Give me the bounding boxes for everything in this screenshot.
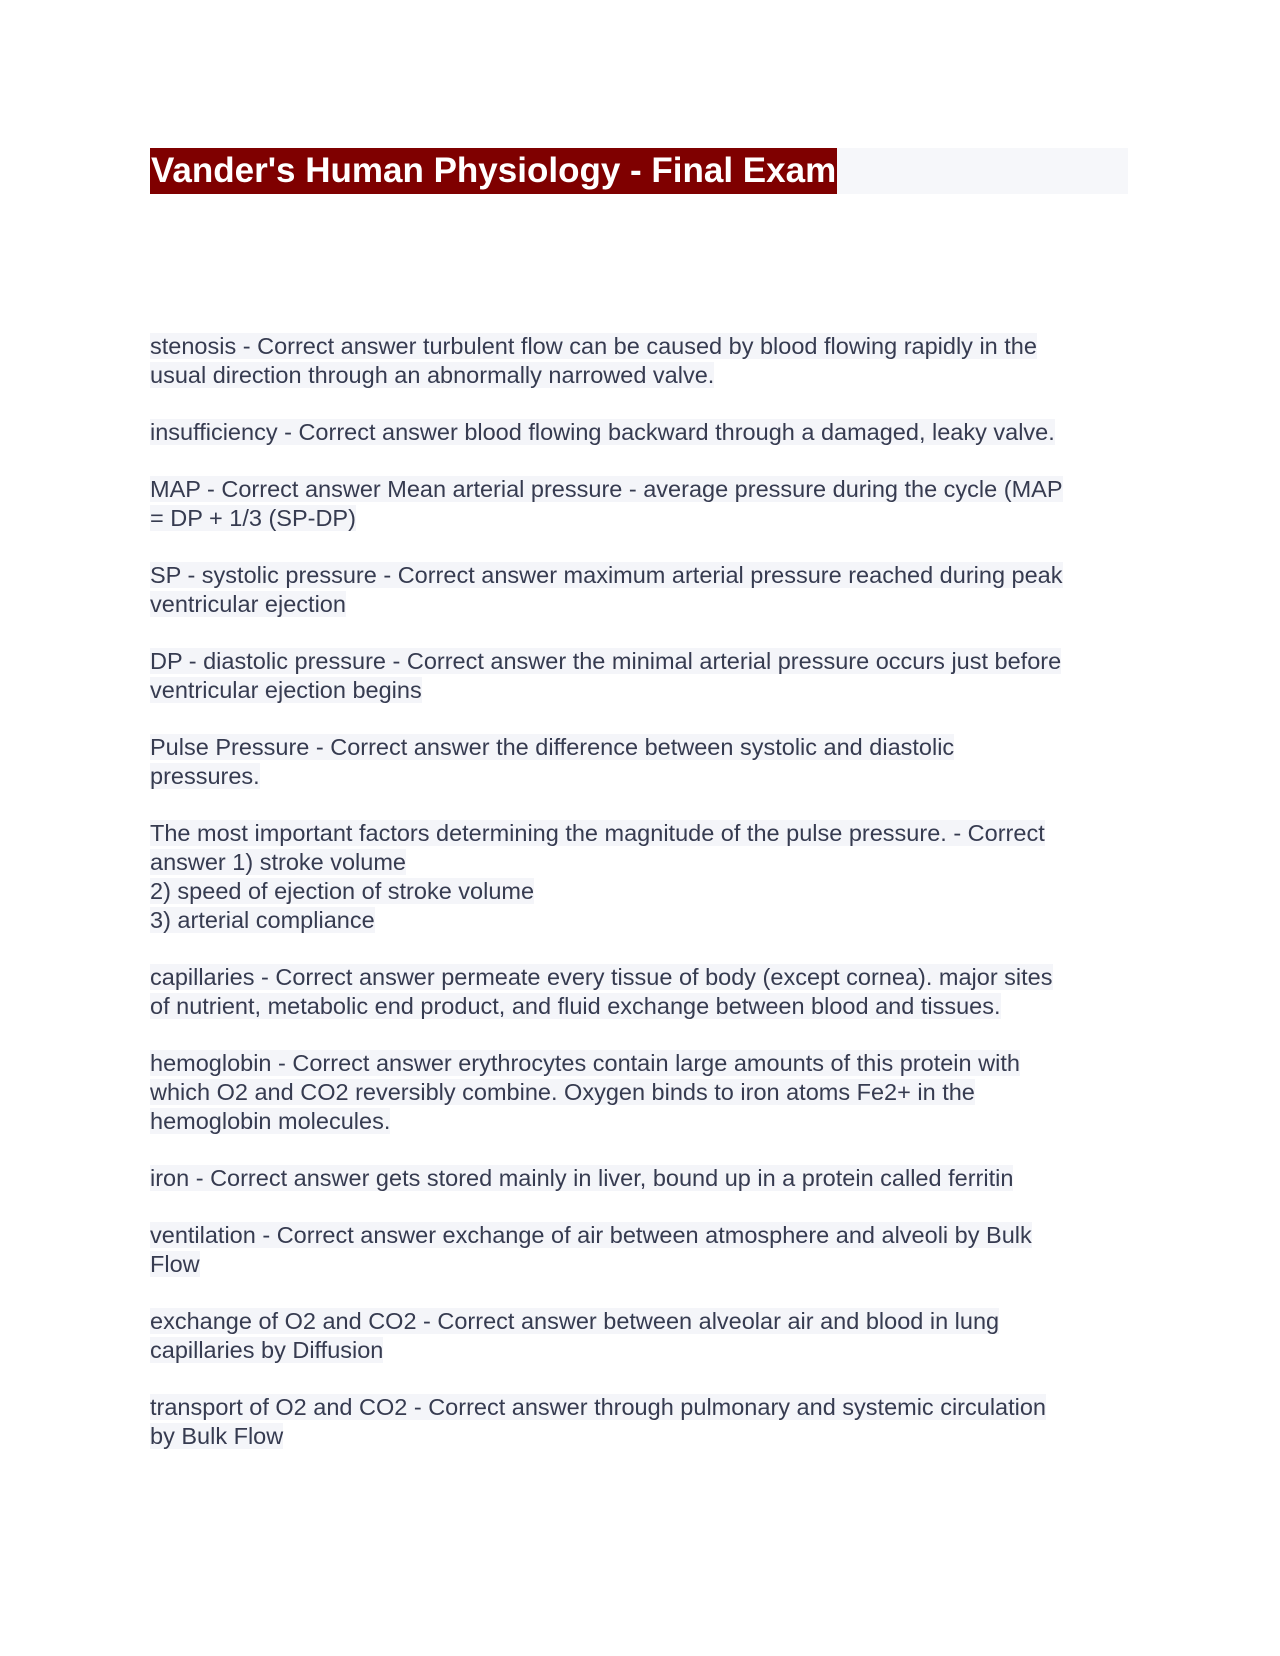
qa-entry-line [150, 561, 1130, 590]
qa-entry [150, 1164, 1130, 1193]
qa-entry-text: MAP - Correct answer Mean arterial pressure - average pressure during the cycle (MAP [150, 476, 1063, 502]
qa-entry-line [150, 504, 1130, 533]
qa-entry-text: ventricular ejection begins [150, 677, 422, 703]
qa-entry-line [150, 819, 1130, 848]
qa-entry-text: Pulse Pressure - Correct answer the difference between systolic and diastolic [150, 734, 955, 760]
qa-list [150, 332, 1130, 1451]
qa-entry-line [150, 877, 1130, 906]
qa-entry-line [150, 475, 1130, 504]
qa-entry-text: capillaries - Correct answer permeate every tissue of body (except cornea). major sites [150, 964, 1053, 990]
qa-entry-line [150, 590, 1130, 619]
qa-entry-text: hemoglobin molecules. [150, 1108, 391, 1134]
qa-entry [150, 418, 1130, 447]
qa-entry-line [150, 963, 1130, 992]
document-page [150, 148, 1130, 1479]
qa-entry-line [150, 676, 1130, 705]
qa-entry-line [150, 906, 1130, 935]
document-title: Vander's Human Physiology - Final Exam [150, 148, 837, 194]
qa-entry [150, 1221, 1130, 1279]
qa-entry-text: iron - Correct answer gets stored mainly in liver, bound up in a protein called ferritin [150, 1165, 1014, 1191]
qa-entry-line [150, 1078, 1130, 1107]
qa-entry [150, 561, 1130, 619]
qa-entry [150, 819, 1130, 935]
qa-entry [150, 1307, 1130, 1365]
title-bar [150, 148, 1128, 194]
qa-entry-line [150, 1336, 1130, 1365]
qa-entry-line [150, 647, 1130, 676]
qa-entry-text: usual direction through an abnormally narrowed valve. [150, 362, 715, 388]
qa-entry-text: pressures. [150, 763, 260, 789]
qa-entry-line [150, 332, 1130, 361]
qa-entry-text: stenosis - Correct answer turbulent flow can be caused by blood flowing rapidly in the [150, 333, 1037, 359]
qa-entry-line [150, 1221, 1130, 1250]
qa-entry-text: ventricular ejection [150, 591, 346, 617]
qa-entry-line [150, 762, 1130, 791]
qa-entry-text: 3) arterial compliance [150, 907, 375, 933]
qa-entry [150, 733, 1130, 791]
qa-entry-line [150, 1422, 1130, 1451]
qa-entry-text: of nutrient, metabolic end product, and fluid exchange between blood and tissues. [150, 993, 1001, 1019]
qa-entry-text: 2) speed of ejection of stroke volume [150, 878, 535, 904]
qa-entry [150, 1393, 1130, 1451]
qa-entry-text: exchange of O2 and CO2 - Correct answer between alveolar air and blood in lung [150, 1308, 1000, 1334]
qa-entry-text: SP - systolic pressure - Correct answer maximum arterial pressure reached during peak [150, 562, 1063, 588]
qa-entry-text: The most important factors determining the magnitude of the pulse pressure. - Correct [150, 820, 1045, 846]
qa-entry-line [150, 1250, 1130, 1279]
qa-entry-line [150, 848, 1130, 877]
qa-entry-text: which O2 and CO2 reversibly combine. Oxygen binds to iron atoms Fe2+ in the [150, 1079, 975, 1105]
qa-entry-line [150, 1107, 1130, 1136]
qa-entry-line [150, 361, 1130, 390]
qa-entry-line [150, 992, 1130, 1021]
qa-entry-line [150, 1164, 1130, 1193]
qa-entry [150, 332, 1130, 390]
qa-entry-line [150, 1049, 1130, 1078]
qa-entry-text: hemoglobin - Correct answer erythrocytes contain large amounts of this protein with [150, 1050, 1020, 1076]
qa-entry-line [150, 733, 1130, 762]
qa-entry-line [150, 1393, 1130, 1422]
qa-entry-text: Flow [150, 1251, 200, 1277]
qa-entry-text: DP - diastolic pressure - Correct answer the minimal arterial pressure occurs just before [150, 648, 1062, 674]
qa-entry-text: transport of O2 and CO2 - Correct answer through pulmonary and systemic circulation [150, 1394, 1047, 1420]
qa-entry [150, 1049, 1130, 1136]
qa-entry-text: by Bulk Flow [150, 1423, 284, 1449]
qa-entry [150, 963, 1130, 1021]
qa-entry-line [150, 418, 1130, 447]
qa-entry-text: capillaries by Diffusion [150, 1337, 384, 1363]
qa-entry-text: ventilation - Correct answer exchange of air between atmosphere and alveoli by Bulk [150, 1222, 1032, 1248]
qa-entry [150, 475, 1130, 533]
qa-entry-text: insufficiency - Correct answer blood flowing backward through a damaged, leaky valve. [150, 419, 1055, 445]
qa-entry-text: = DP + 1/3 (SP-DP) [150, 505, 356, 531]
qa-entry-line [150, 1307, 1130, 1336]
qa-entry [150, 647, 1130, 705]
qa-entry-text: answer 1) stroke volume [150, 849, 406, 875]
